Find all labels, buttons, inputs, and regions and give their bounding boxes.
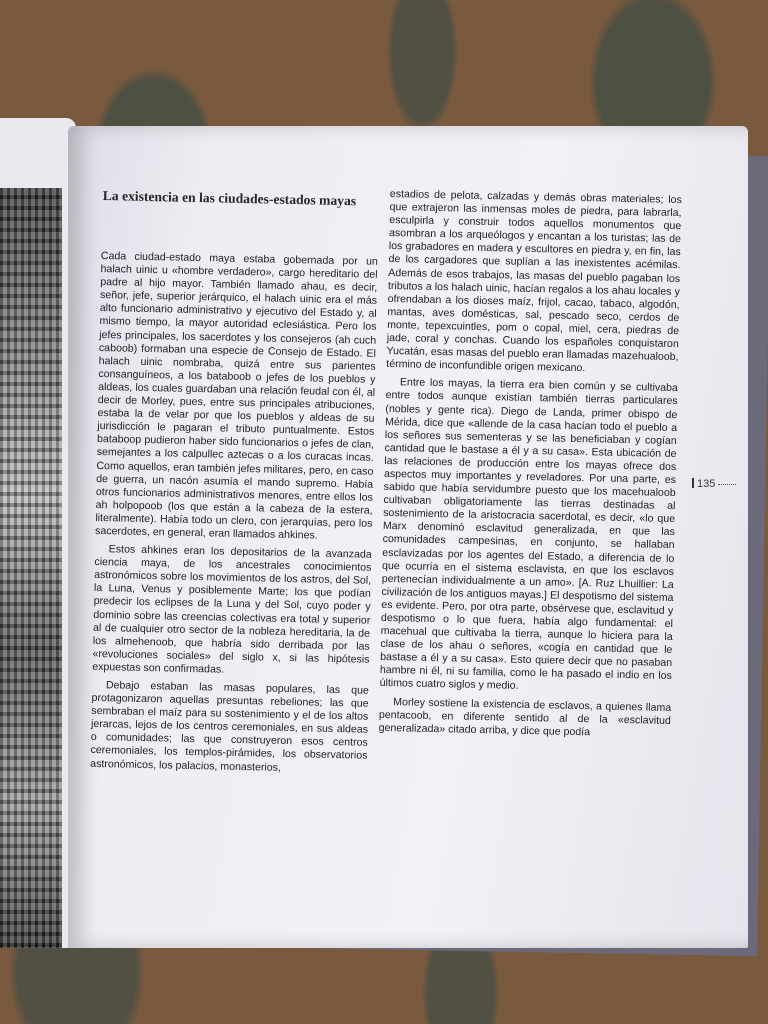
paragraph: estadios de pelota, calzadas y demás obras materiales; los que extrajeron las inmensas moles de piedra, para labrarla, esculpirla y construir todos aquellos monumentos que asombran a los arqueólogos y encantan a los turistas; las de los grabadores en madera y escultores en piedra y, en fin, las de los cargadores que suplían a las inexistentes acémilas. Además de esos trabajos, las masas del pueblo pagaban los tributos a los halach uinic, hacían regalos a los ahau locales y ofrendaban a los dioses maíz, frijol, cacao, tabaco, algodón, mantas, aves domésticas, sal, pescado seco, cerdos de monte, tepexcuintles, pom o copal, miel, cera, piedras de jade, coral y conchas. Cuando los españoles conquistaron Yucatán, esas masas del pueblo eran llamadas mazehualoob, término de inconfundible origen mexicano. — [386, 188, 682, 375]
paragraph: Cada ciudad-estado maya estaba gobernada por un halach uinic u «hombre verdadero», cargo hereditario del padre al hijo mayor. También llamado ahau, es decir, señor, jefe, superior jerárquico, el halach uinic era el más alto funcionario administrativo y ejecutivo del Estado y, al mismo tiempo, la mayor autoridad eclesiástica. Pero los jefes principales, los sacerdotes y los consejeros (ah cuch caboob) formaban una especie de Consejo de Estado. El halach uinic nombraba, quizá entre sus parientes consanguíneos, a los bataboob o jefes de los pueblos y aldeas, los cuales guardaban una relación feudal con él, al decir de Morley, pues, entre sus principales atribuciones, estaba la de velar por que los pueblos y aldeas de su jurisdicción le pagaran el tributo puntualmente. Estos bataboop pudieron haber sido funcionarios o jefes de clan, semejantes a los calpullec aztecas o a los curacas incas. Como aquellos, eran también jefes militares, pero, en caso de guerra, un nacón asumía el mando supremo. Había otros funcionarios administrativos menores, entre ellos los ah holpopoob (los que están a la cabeza de la estera, literalmente). Había todo un clero, con jerarquías, pero los sacerdotes, en general, eran llamados ahkines. — [94, 250, 378, 542]
paragraph: Estos ahkines eran los depositarios de la avanzada ciencia maya, de los ancestrales conocimientos astronómicos sobre los movimientos de los astros, del Sol, la Luna, Venus y posiblemente Marte; los que podían predecir los eclipses de la Luna y del Sol, cuyo poder y dominio sobre las creencias colectivas era total y superior al de cualquier otro sector de la nobleza hereditaria, la de los almehenoob, que habría sido derribada por las «revoluciones sociales» del siglo x, si las hipótesis expuestas son confirmadas. — [92, 543, 372, 676]
right-text-column — [378, 188, 681, 746]
left-page — [0, 118, 76, 948]
page-number: 135 — [692, 478, 736, 490]
temple-photo — [0, 188, 62, 948]
paragraph: Entre los mayas, la tierra era bien común y se cultivaba entre todos aunque existían también tierras particulares (nobles y gente rica). Diego de Landa, primer obispo de Mérida, dice que «allende de la casa hacían todo el pueblo a los señores sus sementeras y se las beneficiaban y cogían cantidad que le bastase a él y a su casa». Esta ubicación de las relaciones de producción entre los mayas ofrece dos aspectos muy importantes y reveladores. Por una parte, es sabido que había servidumbre puesto que los macehualoob cultivaban obligatoriamente las tierras destinadas al sostenimiento de la aristocracia sacerdotal, es decir, «lo que Marx denominó esclavitud generalizada, en que las comunidades campesinas, en conjunto, se hallaban esclavizadas por los agentes del Estado, a diferencia de lo que ocurría en el sistema esclavista, en que los esclavos pertenecían individualmente a un amo». [A. Ruz Lhuillier: La civilización de los antiguos mayas.] El despotismo del sistema es evidente. Pero, por otra parte, obsérvese que, esclavitud y despotismo o lo que fuera, había algo fundamental: el macehual que cultivaba la tierra, aunque lo hiciera para la clase de los ahau o señores, «cogía en cantidad que le bastase a él y a su casa». Esto quiere decir que no pasaban hambre ni él, ni su familia, como le ha pasado el indio en los últimos cuatro siglos y medio. — [379, 376, 678, 693]
paragraph: Debajo estaban las masas populares, las que protagonizaron aquellas presuntas rebeliones; las que sembraban el maíz para su sostenimiento y el de los altos jerarcas, lejos de los centros ceremoniales, en sus aldeas o comunidades; las que construyeron esos centros ceremoniales, los templos-pirámides, los observatorios astronómicos, los palacios, monasterios, — [90, 679, 369, 774]
left-text-column — [90, 250, 378, 781]
section-title: La existencia en las ciudades-estados mayas — [102, 187, 357, 209]
paragraph: Morley sostiene la existencia de esclavos, a quienes llama pentacoob, en diferente sentido al de la «esclavitud generalizada» citado arriba, y dice que podía — [378, 695, 672, 739]
